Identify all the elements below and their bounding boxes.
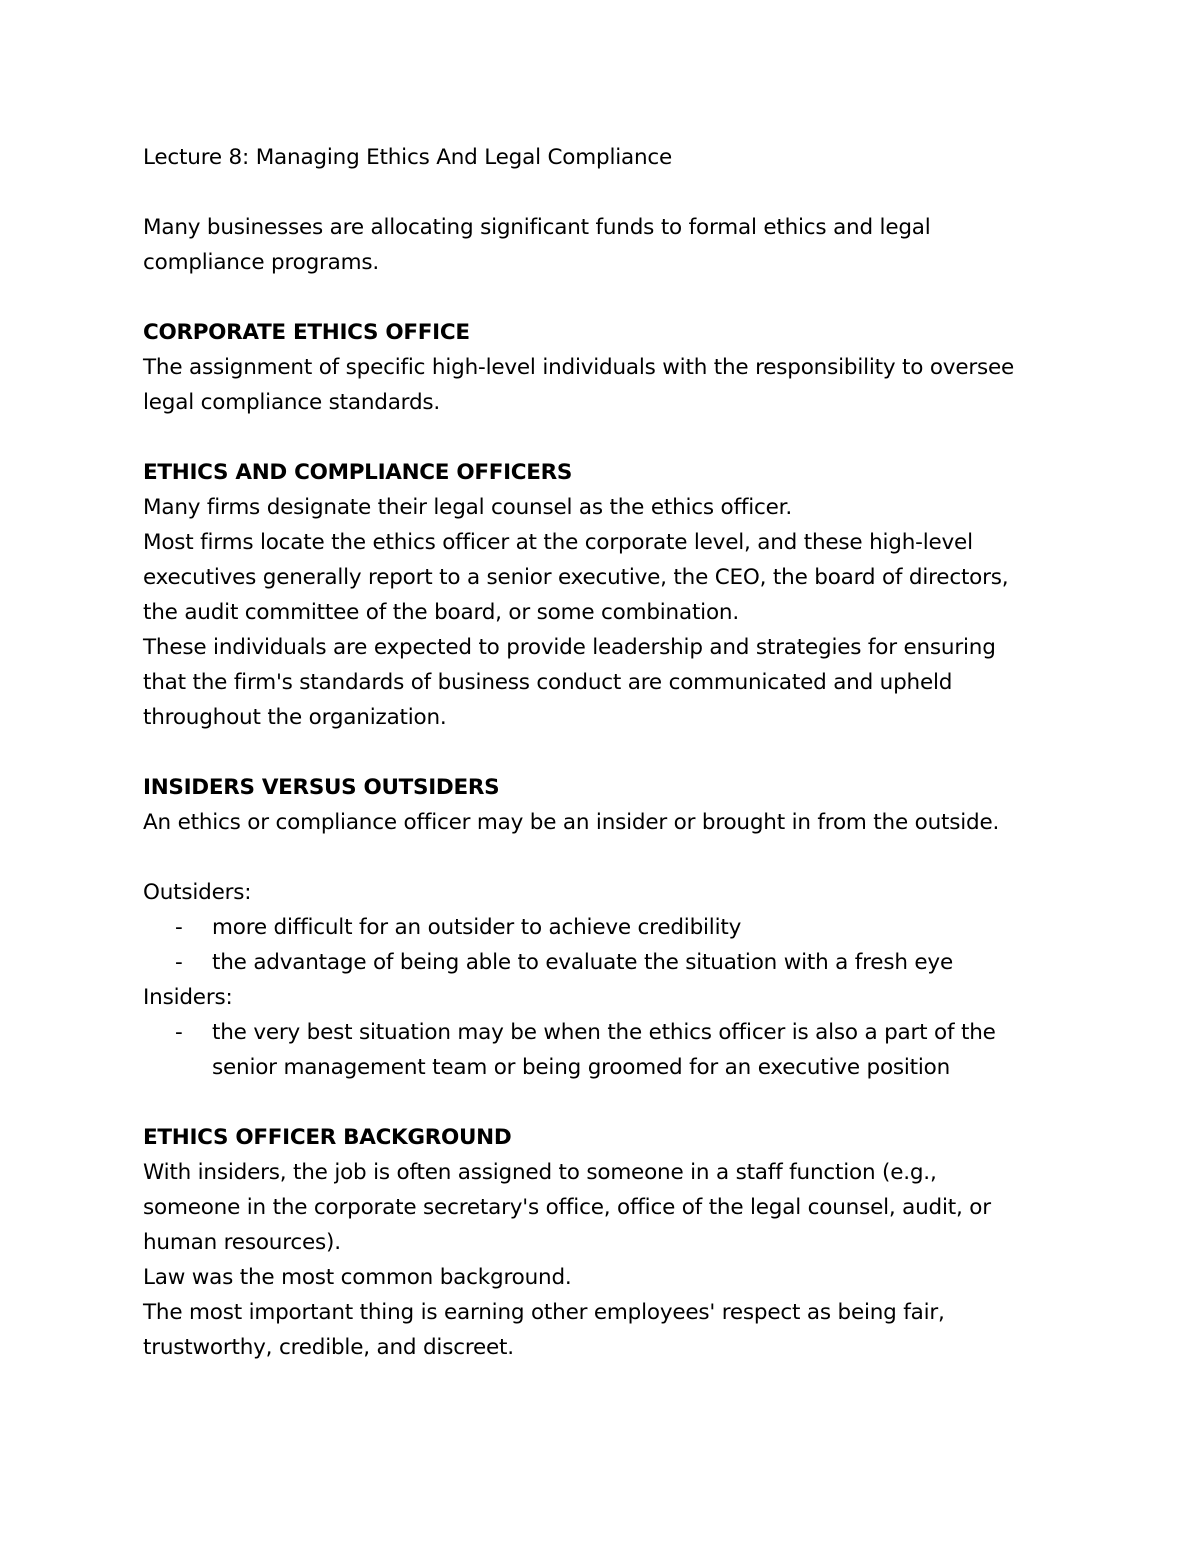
spacer <box>143 420 1083 455</box>
paragraph-line: Many firms designate their legal counsel as the ethics officer. <box>143 495 792 520</box>
spacer <box>143 280 1083 315</box>
paragraph-line: the audit committee of the board, or some combination. <box>143 600 739 625</box>
paragraph-line: that the firm's standards of business conduct are communicated and upheld <box>143 670 953 695</box>
spacer <box>143 1085 1083 1120</box>
section-heading-insiders-versus-outsiders: INSIDERS VERSUS OUTSIDERS <box>143 775 500 800</box>
bullet-text: more difficult for an outsider to achieve credibility <box>212 915 742 940</box>
bullet-text: the advantage of being able to evaluate the situation with a fresh eye <box>212 950 953 975</box>
paragraph-line: legal compliance standards. <box>143 390 441 415</box>
bullet-item <box>143 910 1083 945</box>
insiders-label: Insiders: <box>143 985 233 1010</box>
paragraph-line: With insiders, the job is often assigned to someone in a staff function (e.g., <box>143 1160 937 1185</box>
bullet-text: senior management team or being groomed for an executive position <box>212 1055 951 1080</box>
bullet-dash: - <box>175 915 183 940</box>
paragraph-line: throughout the organization. <box>143 705 447 730</box>
paragraph-line: An ethics or compliance officer may be an insider or brought in from the outside. <box>143 810 1000 835</box>
paragraph-line: Law was the most common background. <box>143 1265 572 1290</box>
paragraph-line: The most important thing is earning other employees' respect as being fair, <box>143 1300 945 1325</box>
spacer <box>143 840 1083 875</box>
bullet-dash: - <box>175 950 183 975</box>
paragraph-line: someone in the corporate secretary's office, office of the legal counsel, audit, or <box>143 1195 991 1220</box>
document-page <box>143 140 1083 1365</box>
paragraph-line: human resources). <box>143 1230 341 1255</box>
paragraph-line: The assignment of specific high-level individuals with the responsibility to oversee <box>143 355 1015 380</box>
bullet-text: the very best situation may be when the ethics officer is also a part of the <box>212 1020 996 1045</box>
section-heading-ethics-compliance-officers: ETHICS AND COMPLIANCE OFFICERS <box>143 460 573 485</box>
paragraph-line: trustworthy, credible, and discreet. <box>143 1335 514 1360</box>
paragraph-line: executives generally report to a senior executive, the CEO, the board of directors, <box>143 565 1009 590</box>
outsiders-label: Outsiders: <box>143 880 252 905</box>
spacer <box>143 735 1083 770</box>
bullet-item <box>143 1015 1083 1085</box>
intro-line: compliance programs. <box>143 250 380 275</box>
section-heading-ethics-officer-background: ETHICS OFFICER BACKGROUND <box>143 1125 512 1150</box>
paragraph-line: These individuals are expected to provide leadership and strategies for ensuring <box>143 635 996 660</box>
section-heading-corporate-ethics-office: CORPORATE ETHICS OFFICE <box>143 320 470 345</box>
paragraph-line: Most firms locate the ethics officer at the corporate level, and these high-level <box>143 530 973 555</box>
document-title: Lecture 8: Managing Ethics And Legal Compliance <box>143 145 673 170</box>
spacer <box>143 175 1083 210</box>
bullet-dash: - <box>175 1020 183 1045</box>
bullet-item <box>143 945 1083 980</box>
intro-line: Many businesses are allocating significant funds to formal ethics and legal <box>143 215 931 240</box>
